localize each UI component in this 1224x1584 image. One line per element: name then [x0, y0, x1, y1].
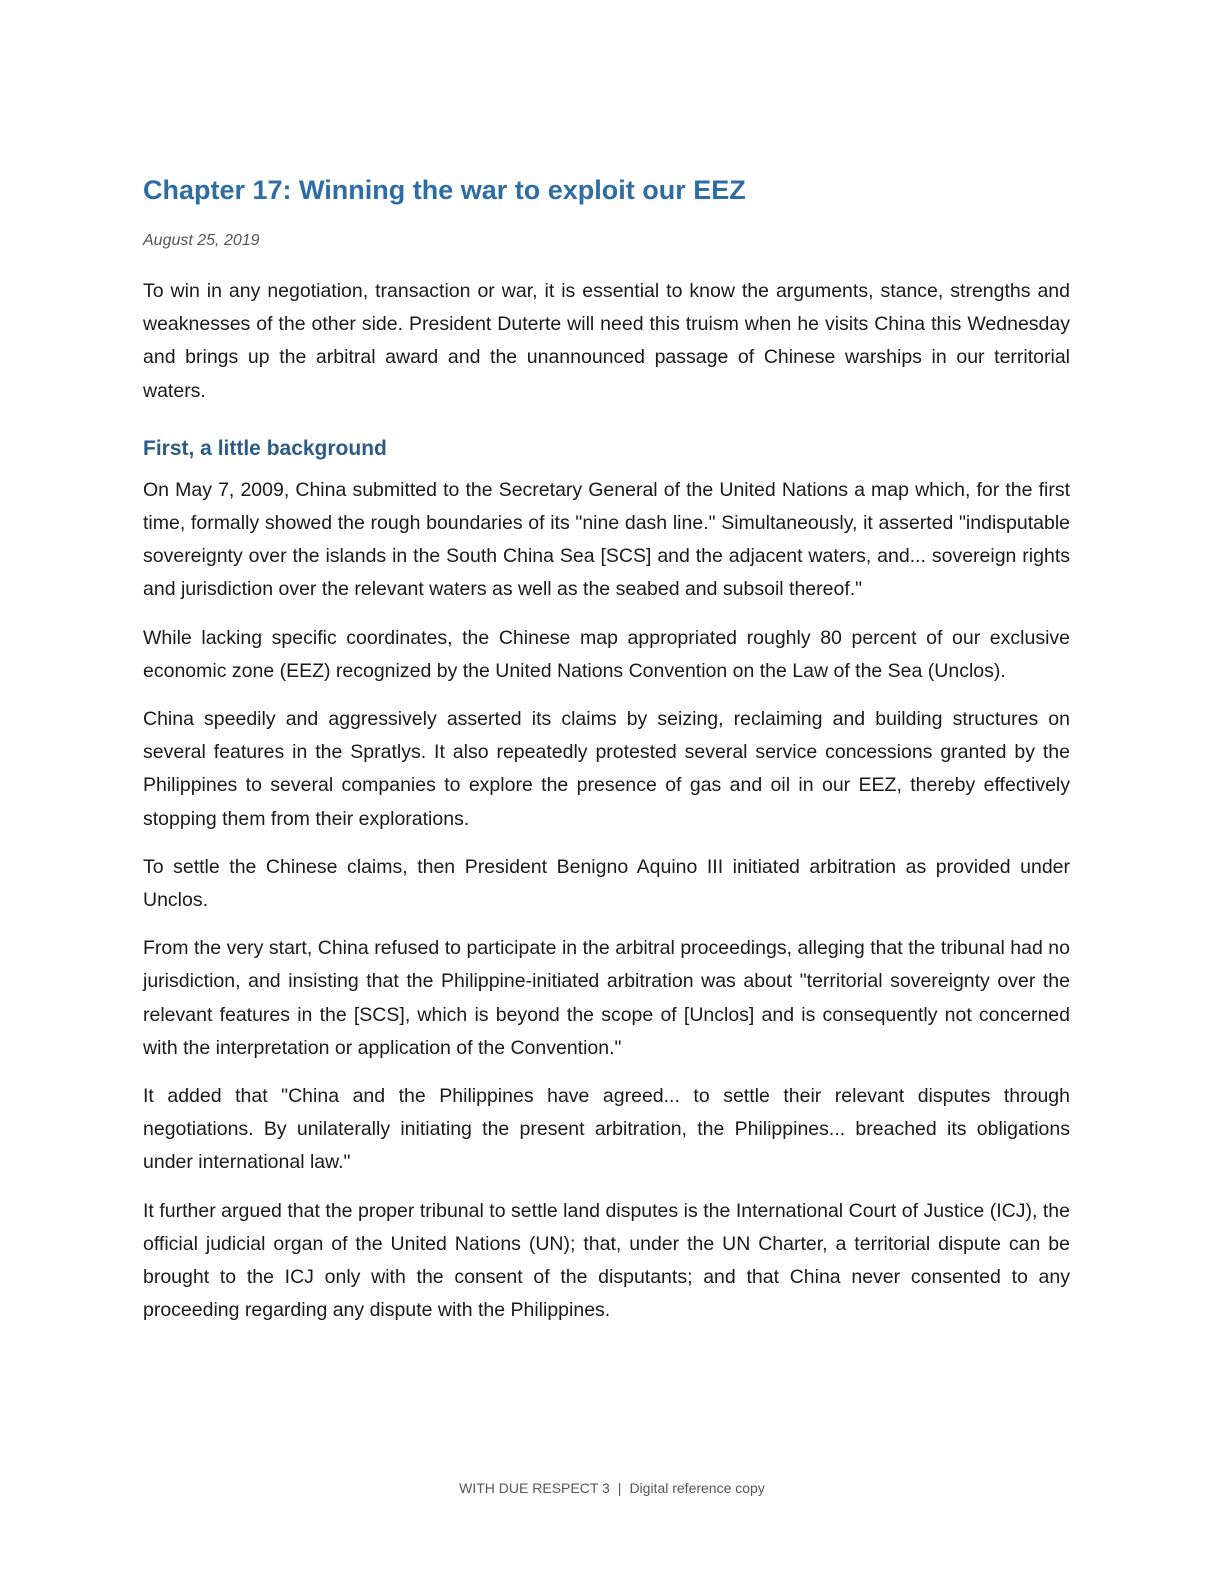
footer-separator: | [617, 1480, 622, 1496]
chapter-date: August 25, 2019 [143, 232, 260, 249]
body-paragraph: To settle the Chinese claims, then President Benigno Aquino III initiated arbitration as provided under Unclos. [143, 855, 1070, 912]
body-paragraph: While lacking specific coordinates, the Chinese map appropriated roughly 80 percent of our exclusive economic zone (EEZ) recognized by the United Nations Convention on the Law of the Sea (Unclos). [143, 626, 1070, 682]
section-heading: First, a little background [143, 436, 387, 460]
body-paragraph: From the very start, China refused to participate in the arbitral proceedings, alleging that the tribunal had no jurisdiction, and insisting that the Philippine-initiated arbitration was about "territorial sovereignty over the relevant features in the [SCS], which is beyond the scope of [Unclos] and is consequently not concerned with the interpretation or application of the Convention." [143, 937, 1070, 1059]
body-paragraph: China speedily and aggressively asserted its claims by seizing, reclaiming and building structures on several features in the Spratlys. It also repeatedly protested several service concessions granted by the Philippines to several companies to explore the presence of gas and oil in our EEZ, thereby effectively stopping them from their explorations. [143, 708, 1070, 830]
page-footer [0, 1478, 1224, 1498]
footer-note: Digital reference copy [629, 1480, 765, 1496]
intro-paragraph: To win in any negotiation, transaction or war, it is essential to know the arguments, stance, strengths and weaknesses of the other side. President Duterte will need this truism when he visits China this Wednesday and brings up the arbitral award and the unannounced passage of Chinese warships in our territorial waters. [143, 280, 1070, 402]
chapter-title: Chapter 17: Winning the war to exploit our EEZ [143, 175, 746, 205]
body-paragraph: It added that "China and the Philippines have agreed... to settle their relevant disputes through negotiations. By unilaterally initiating the present arbitration, the Philippines... breached its obligations under international law." [143, 1085, 1070, 1174]
body-paragraph: On May 7, 2009, China submitted to the Secretary General of the United Nations a map which, for the first time, formally showed the rough boundaries of its "nine dash line." Simultaneously, it asserted "indisputable sovereignty over the islands in the South China Sea [SCS] and the adjacent waters, and... sovereign rights and jurisdiction over the relevant waters as well as the seabed and subsoil thereof." [143, 478, 1070, 601]
footer-book-title: WITH DUE RESPECT 3 [459, 1480, 610, 1496]
document-page [143, 170, 1070, 1342]
body-paragraph: It further argued that the proper tribunal to settle land disputes is the International Court of Justice (ICJ), the official judicial organ of the United Nations (UN); that, under the UN Charter, a territorial dispute can be brought to the ICJ only with the consent of the disputants; and that China never consented to any proceeding regarding any dispute with the Philippines. [143, 1199, 1070, 1322]
